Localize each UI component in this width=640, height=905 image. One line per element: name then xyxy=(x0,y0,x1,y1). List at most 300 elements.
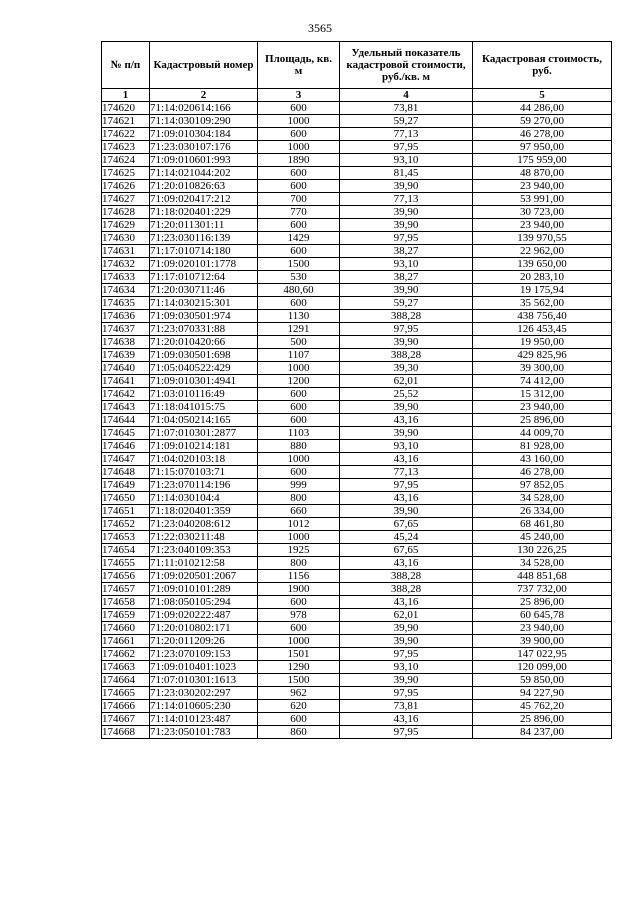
cadastral-cost-cell: 25 896,00 xyxy=(473,713,612,726)
column-number: 3 xyxy=(258,89,340,102)
cadastral-number-cell: 71:09:020222:487 xyxy=(150,609,258,622)
area-cell: 620 xyxy=(258,700,340,713)
row-index-cell: 174625 xyxy=(102,167,150,180)
row-index-cell: 174653 xyxy=(102,531,150,544)
cadastral-cost-cell: 59 850,00 xyxy=(473,674,612,687)
cadastral-cost-cell: 46 278,00 xyxy=(473,128,612,141)
cadastral-number-cell: 71:04:020103:18 xyxy=(150,453,258,466)
cadastral-number-cell: 71:05:040522:429 xyxy=(150,362,258,375)
table-row xyxy=(102,284,612,297)
cadastral-number-cell: 71:09:020501:2067 xyxy=(150,570,258,583)
cadastral-number-cell: 71:23:030202:297 xyxy=(150,687,258,700)
row-index-cell: 174649 xyxy=(102,479,150,492)
area-cell: 999 xyxy=(258,479,340,492)
unit-rate-cell: 39,90 xyxy=(340,427,473,440)
cadastral-cost-cell: 26 334,00 xyxy=(473,505,612,518)
table-row xyxy=(102,271,612,284)
table-row xyxy=(102,388,612,401)
row-index-cell: 174660 xyxy=(102,622,150,635)
cadastral-cost-cell: 35 562,00 xyxy=(473,297,612,310)
cadastral-number-cell: 71:07:010301:2877 xyxy=(150,427,258,440)
cadastral-number-cell: 71:23:030107:176 xyxy=(150,141,258,154)
cadastral-cost-cell: 60 645,78 xyxy=(473,609,612,622)
unit-rate-cell: 93,10 xyxy=(340,661,473,674)
cadastral-number-cell: 71:15:070103:71 xyxy=(150,466,258,479)
table-row xyxy=(102,440,612,453)
cadastral-number-cell: 71:23:030116:139 xyxy=(150,232,258,245)
table-row xyxy=(102,479,612,492)
cadastral-cost-cell: 23 940,00 xyxy=(473,219,612,232)
cadastral-cost-cell: 23 940,00 xyxy=(473,180,612,193)
cadastral-number-cell: 71:09:010401:1023 xyxy=(150,661,258,674)
area-cell: 600 xyxy=(258,414,340,427)
cadastral-number-cell: 71:23:040109:353 xyxy=(150,544,258,557)
unit-rate-cell: 39,90 xyxy=(340,219,473,232)
unit-rate-cell: 388,28 xyxy=(340,583,473,596)
area-cell: 1000 xyxy=(258,362,340,375)
table-row xyxy=(102,258,612,271)
cadastral-cost-cell: 120 099,00 xyxy=(473,661,612,674)
table-row xyxy=(102,336,612,349)
area-cell: 480,60 xyxy=(258,284,340,297)
header-row xyxy=(102,42,612,89)
row-index-cell: 174626 xyxy=(102,180,150,193)
cadastral-cost-cell: 25 896,00 xyxy=(473,596,612,609)
table-row xyxy=(102,375,612,388)
unit-rate-cell: 43,16 xyxy=(340,414,473,427)
unit-rate-cell: 25,52 xyxy=(340,388,473,401)
table-row xyxy=(102,596,612,609)
table-row xyxy=(102,713,612,726)
cadastral-cost-cell: 74 412,00 xyxy=(473,375,612,388)
cadastral-number-cell: 71:14:010605:230 xyxy=(150,700,258,713)
unit-rate-cell: 59,27 xyxy=(340,297,473,310)
cadastral-cost-cell: 59 270,00 xyxy=(473,115,612,128)
column-number: 1 xyxy=(102,89,150,102)
row-index-cell: 174659 xyxy=(102,609,150,622)
area-cell: 978 xyxy=(258,609,340,622)
unit-rate-cell: 43,16 xyxy=(340,557,473,570)
cadastral-number-cell: 71:17:010712:64 xyxy=(150,271,258,284)
unit-rate-cell: 97,95 xyxy=(340,323,473,336)
unit-rate-cell: 39,90 xyxy=(340,401,473,414)
cadastral-number-cell: 71:20:010802:171 xyxy=(150,622,258,635)
unit-rate-cell: 97,95 xyxy=(340,726,473,739)
area-cell: 600 xyxy=(258,466,340,479)
unit-rate-cell: 38,27 xyxy=(340,271,473,284)
row-index-cell: 174647 xyxy=(102,453,150,466)
cadastral-cost-cell: 97 852,05 xyxy=(473,479,612,492)
row-index-cell: 174648 xyxy=(102,466,150,479)
cadastral-cost-cell: 48 870,00 xyxy=(473,167,612,180)
row-index-cell: 174661 xyxy=(102,635,150,648)
table-row xyxy=(102,232,612,245)
cadastral-cost-cell: 84 237,00 xyxy=(473,726,612,739)
cadastral-number-cell: 71:23:070114:196 xyxy=(150,479,258,492)
area-cell: 1890 xyxy=(258,154,340,167)
cadastral-number-cell: 71:09:010301:4941 xyxy=(150,375,258,388)
cadastral-number-cell: 71:20:010420:66 xyxy=(150,336,258,349)
cadastral-number-cell: 71:09:010214:181 xyxy=(150,440,258,453)
table-row xyxy=(102,492,612,505)
cadastral-value-table xyxy=(101,41,612,739)
unit-rate-cell: 67,65 xyxy=(340,518,473,531)
table-row xyxy=(102,544,612,557)
cadastral-cost-cell: 81 928,00 xyxy=(473,440,612,453)
unit-rate-cell: 43,16 xyxy=(340,492,473,505)
table-row xyxy=(102,180,612,193)
cadastral-number-cell: 71:08:050105:294 xyxy=(150,596,258,609)
cadastral-number-cell: 71:11:010212:58 xyxy=(150,557,258,570)
cadastral-cost-cell: 39 900,00 xyxy=(473,635,612,648)
table-row xyxy=(102,102,612,115)
area-cell: 1130 xyxy=(258,310,340,323)
cadastral-number-cell: 71:04:050214:165 xyxy=(150,414,258,427)
unit-rate-cell: 77,13 xyxy=(340,128,473,141)
unit-rate-cell: 39,90 xyxy=(340,505,473,518)
unit-rate-cell: 67,65 xyxy=(340,544,473,557)
unit-rate-cell: 97,95 xyxy=(340,141,473,154)
table-row xyxy=(102,583,612,596)
table-row xyxy=(102,726,612,739)
cadastral-number-cell: 71:14:030104:4 xyxy=(150,492,258,505)
table-row xyxy=(102,518,612,531)
row-index-cell: 174639 xyxy=(102,349,150,362)
unit-rate-cell: 43,16 xyxy=(340,713,473,726)
cadastral-number-cell: 71:23:070109:153 xyxy=(150,648,258,661)
table-row xyxy=(102,531,612,544)
row-index-cell: 174629 xyxy=(102,219,150,232)
cadastral-number-cell: 71:22:030211:48 xyxy=(150,531,258,544)
cadastral-cost-cell: 737 732,00 xyxy=(473,583,612,596)
cadastral-number-cell: 71:07:010301:1613 xyxy=(150,674,258,687)
table-row xyxy=(102,700,612,713)
row-index-cell: 174652 xyxy=(102,518,150,531)
table-body xyxy=(102,102,612,739)
cadastral-number-cell: 71:20:030711:46 xyxy=(150,284,258,297)
cadastral-number-cell: 71:14:020614:166 xyxy=(150,102,258,115)
cadastral-number-cell: 71:09:020417:212 xyxy=(150,193,258,206)
row-index-cell: 174654 xyxy=(102,544,150,557)
area-cell: 600 xyxy=(258,128,340,141)
table-row xyxy=(102,557,612,570)
page-number: 3565 xyxy=(308,21,332,35)
row-index-cell: 174657 xyxy=(102,583,150,596)
cadastral-number-cell: 71:18:041015:75 xyxy=(150,401,258,414)
unit-rate-cell: 97,95 xyxy=(340,687,473,700)
cadastral-cost-cell: 44 009,70 xyxy=(473,427,612,440)
unit-rate-cell: 388,28 xyxy=(340,349,473,362)
column-number: 4 xyxy=(340,89,473,102)
cadastral-cost-cell: 15 312,00 xyxy=(473,388,612,401)
column-number: 2 xyxy=(150,89,258,102)
unit-rate-cell: 39,90 xyxy=(340,622,473,635)
cadastral-number-cell: 71:14:030215:301 xyxy=(150,297,258,310)
cadastral-cost-cell: 68 461,80 xyxy=(473,518,612,531)
unit-rate-cell: 43,16 xyxy=(340,453,473,466)
cadastral-cost-cell: 175 959,00 xyxy=(473,154,612,167)
header-cadastral-number: Кадастровый номер xyxy=(150,42,258,89)
cadastral-cost-cell: 20 283,10 xyxy=(473,271,612,284)
row-index-cell: 174634 xyxy=(102,284,150,297)
area-cell: 860 xyxy=(258,726,340,739)
table-row xyxy=(102,661,612,674)
table-row xyxy=(102,206,612,219)
cadastral-number-cell: 71:18:020401:359 xyxy=(150,505,258,518)
table-row xyxy=(102,154,612,167)
area-cell: 1200 xyxy=(258,375,340,388)
table-row xyxy=(102,167,612,180)
area-cell: 1290 xyxy=(258,661,340,674)
unit-rate-cell: 62,01 xyxy=(340,375,473,388)
cadastral-cost-cell: 126 453,45 xyxy=(473,323,612,336)
row-index-cell: 174627 xyxy=(102,193,150,206)
row-index-cell: 174665 xyxy=(102,687,150,700)
cadastral-cost-cell: 45 240,00 xyxy=(473,531,612,544)
area-cell: 1000 xyxy=(258,115,340,128)
row-index-cell: 174630 xyxy=(102,232,150,245)
row-index-cell: 174642 xyxy=(102,388,150,401)
area-cell: 770 xyxy=(258,206,340,219)
row-index-cell: 174633 xyxy=(102,271,150,284)
area-cell: 1000 xyxy=(258,531,340,544)
row-index-cell: 174651 xyxy=(102,505,150,518)
cadastral-number-cell: 71:14:030109:290 xyxy=(150,115,258,128)
area-cell: 1103 xyxy=(258,427,340,440)
unit-rate-cell: 388,28 xyxy=(340,570,473,583)
area-cell: 1000 xyxy=(258,635,340,648)
area-cell: 600 xyxy=(258,401,340,414)
cadastral-number-cell: 71:18:020401:229 xyxy=(150,206,258,219)
row-index-cell: 174655 xyxy=(102,557,150,570)
header-area: Площадь, кв. м xyxy=(258,42,340,89)
unit-rate-cell: 39,90 xyxy=(340,336,473,349)
table-row xyxy=(102,453,612,466)
cadastral-number-cell: 71:09:020101:1778 xyxy=(150,258,258,271)
cadastral-cost-cell: 448 851,68 xyxy=(473,570,612,583)
unit-rate-cell: 39,90 xyxy=(340,206,473,219)
cadastral-cost-cell: 94 227,90 xyxy=(473,687,612,700)
cadastral-cost-cell: 23 940,00 xyxy=(473,401,612,414)
cadastral-number-cell: 71:09:030501:974 xyxy=(150,310,258,323)
table-row xyxy=(102,505,612,518)
unit-rate-cell: 59,27 xyxy=(340,115,473,128)
area-cell: 1500 xyxy=(258,258,340,271)
row-index-cell: 174623 xyxy=(102,141,150,154)
cadastral-number-cell: 71:09:010304:184 xyxy=(150,128,258,141)
area-cell: 1291 xyxy=(258,323,340,336)
unit-rate-cell: 45,24 xyxy=(340,531,473,544)
header-unit-rate: Удельный показатель кадастровой стоимости, руб./кв. м xyxy=(340,42,473,89)
cadastral-cost-cell: 438 756,40 xyxy=(473,310,612,323)
row-index-cell: 174635 xyxy=(102,297,150,310)
cadastral-cost-cell: 97 950,00 xyxy=(473,141,612,154)
area-cell: 600 xyxy=(258,219,340,232)
cadastral-cost-cell: 44 286,00 xyxy=(473,102,612,115)
table-row xyxy=(102,609,612,622)
row-index-cell: 174658 xyxy=(102,596,150,609)
table-row xyxy=(102,674,612,687)
unit-rate-cell: 388,28 xyxy=(340,310,473,323)
cadastral-cost-cell: 30 723,00 xyxy=(473,206,612,219)
table-row xyxy=(102,310,612,323)
row-index-cell: 174656 xyxy=(102,570,150,583)
row-index-cell: 174668 xyxy=(102,726,150,739)
row-index-cell: 174621 xyxy=(102,115,150,128)
row-index-cell: 174664 xyxy=(102,674,150,687)
area-cell: 600 xyxy=(258,596,340,609)
row-index-cell: 174620 xyxy=(102,102,150,115)
row-index-cell: 174637 xyxy=(102,323,150,336)
unit-rate-cell: 39,90 xyxy=(340,284,473,297)
table-row xyxy=(102,687,612,700)
row-index-cell: 174624 xyxy=(102,154,150,167)
cadastral-cost-cell: 130 226,25 xyxy=(473,544,612,557)
cadastral-cost-cell: 19 175,94 xyxy=(473,284,612,297)
row-index-cell: 174641 xyxy=(102,375,150,388)
row-index-cell: 174628 xyxy=(102,206,150,219)
unit-rate-cell: 93,10 xyxy=(340,440,473,453)
area-cell: 1429 xyxy=(258,232,340,245)
table-row xyxy=(102,362,612,375)
cadastral-cost-cell: 25 896,00 xyxy=(473,414,612,427)
unit-rate-cell: 39,90 xyxy=(340,180,473,193)
unit-rate-cell: 77,13 xyxy=(340,193,473,206)
row-index-cell: 174662 xyxy=(102,648,150,661)
area-cell: 660 xyxy=(258,505,340,518)
area-cell: 600 xyxy=(258,388,340,401)
row-index-cell: 174666 xyxy=(102,700,150,713)
cadastral-cost-cell: 45 762,20 xyxy=(473,700,612,713)
cadastral-cost-cell: 23 940,00 xyxy=(473,622,612,635)
table-row xyxy=(102,297,612,310)
row-index-cell: 174650 xyxy=(102,492,150,505)
area-cell: 1500 xyxy=(258,674,340,687)
unit-rate-cell: 93,10 xyxy=(340,154,473,167)
area-cell: 1156 xyxy=(258,570,340,583)
cadastral-number-cell: 71:23:070331:88 xyxy=(150,323,258,336)
cadastral-number-cell: 71:20:011301:11 xyxy=(150,219,258,232)
row-index-cell: 174667 xyxy=(102,713,150,726)
area-cell: 1900 xyxy=(258,583,340,596)
unit-rate-cell: 38,27 xyxy=(340,245,473,258)
column-number: 5 xyxy=(473,89,612,102)
cadastral-cost-cell: 147 022,95 xyxy=(473,648,612,661)
table-row xyxy=(102,401,612,414)
area-cell: 1012 xyxy=(258,518,340,531)
table-row xyxy=(102,128,612,141)
row-index-cell: 174640 xyxy=(102,362,150,375)
cadastral-cost-cell: 39 300,00 xyxy=(473,362,612,375)
table-row xyxy=(102,349,612,362)
area-cell: 500 xyxy=(258,336,340,349)
unit-rate-cell: 39,90 xyxy=(340,635,473,648)
area-cell: 600 xyxy=(258,102,340,115)
cadastral-number-cell: 71:20:011209:26 xyxy=(150,635,258,648)
table-row xyxy=(102,141,612,154)
area-cell: 1925 xyxy=(258,544,340,557)
cadastral-number-cell: 71:14:010123:487 xyxy=(150,713,258,726)
area-cell: 962 xyxy=(258,687,340,700)
row-index-cell: 174631 xyxy=(102,245,150,258)
header-index: № п/п xyxy=(102,42,150,89)
cadastral-number-cell: 71:09:030501:698 xyxy=(150,349,258,362)
unit-rate-cell: 73,81 xyxy=(340,700,473,713)
unit-rate-cell: 62,01 xyxy=(340,609,473,622)
row-index-cell: 174622 xyxy=(102,128,150,141)
cadastral-cost-cell: 46 278,00 xyxy=(473,466,612,479)
unit-rate-cell: 39,30 xyxy=(340,362,473,375)
cadastral-cost-cell: 34 528,00 xyxy=(473,492,612,505)
cadastral-number-cell: 71:09:010101:289 xyxy=(150,583,258,596)
cadastral-number-cell: 71:14:021044:202 xyxy=(150,167,258,180)
unit-rate-cell: 39,90 xyxy=(340,674,473,687)
row-index-cell: 174632 xyxy=(102,258,150,271)
unit-rate-cell: 81,45 xyxy=(340,167,473,180)
header-cadastral-cost: Кадастровая стоимость, руб. xyxy=(473,42,612,89)
cadastral-cost-cell: 53 991,00 xyxy=(473,193,612,206)
cadastral-cost-cell: 139 650,00 xyxy=(473,258,612,271)
row-index-cell: 174643 xyxy=(102,401,150,414)
cadastral-cost-cell: 19 950,00 xyxy=(473,336,612,349)
column-number-row xyxy=(102,89,612,102)
table-row xyxy=(102,622,612,635)
cadastral-number-cell: 71:17:010714:180 xyxy=(150,245,258,258)
area-cell: 600 xyxy=(258,622,340,635)
unit-rate-cell: 77,13 xyxy=(340,466,473,479)
cadastral-number-cell: 71:23:040208:612 xyxy=(150,518,258,531)
unit-rate-cell: 97,95 xyxy=(340,232,473,245)
table-row xyxy=(102,466,612,479)
cadastral-number-cell: 71:03:010116:49 xyxy=(150,388,258,401)
table-row xyxy=(102,648,612,661)
row-index-cell: 174638 xyxy=(102,336,150,349)
cadastral-number-cell: 71:20:010826:63 xyxy=(150,180,258,193)
cadastral-cost-cell: 34 528,00 xyxy=(473,557,612,570)
area-cell: 880 xyxy=(258,440,340,453)
area-cell: 1107 xyxy=(258,349,340,362)
area-cell: 1000 xyxy=(258,141,340,154)
area-cell: 1000 xyxy=(258,453,340,466)
table-row xyxy=(102,193,612,206)
area-cell: 600 xyxy=(258,167,340,180)
table-row xyxy=(102,115,612,128)
area-cell: 800 xyxy=(258,492,340,505)
table-row xyxy=(102,219,612,232)
table-row xyxy=(102,323,612,336)
area-cell: 1501 xyxy=(258,648,340,661)
area-cell: 800 xyxy=(258,557,340,570)
area-cell: 530 xyxy=(258,271,340,284)
cadastral-cost-cell: 43 160,00 xyxy=(473,453,612,466)
unit-rate-cell: 97,95 xyxy=(340,648,473,661)
row-index-cell: 174663 xyxy=(102,661,150,674)
table-row xyxy=(102,245,612,258)
row-index-cell: 174644 xyxy=(102,414,150,427)
cadastral-cost-cell: 429 825,96 xyxy=(473,349,612,362)
table-row xyxy=(102,414,612,427)
unit-rate-cell: 43,16 xyxy=(340,596,473,609)
table-row xyxy=(102,570,612,583)
unit-rate-cell: 97,95 xyxy=(340,479,473,492)
area-cell: 600 xyxy=(258,713,340,726)
area-cell: 700 xyxy=(258,193,340,206)
area-cell: 600 xyxy=(258,245,340,258)
cadastral-number-cell: 71:09:010601:993 xyxy=(150,154,258,167)
row-index-cell: 174636 xyxy=(102,310,150,323)
row-index-cell: 174645 xyxy=(102,427,150,440)
unit-rate-cell: 73,81 xyxy=(340,102,473,115)
